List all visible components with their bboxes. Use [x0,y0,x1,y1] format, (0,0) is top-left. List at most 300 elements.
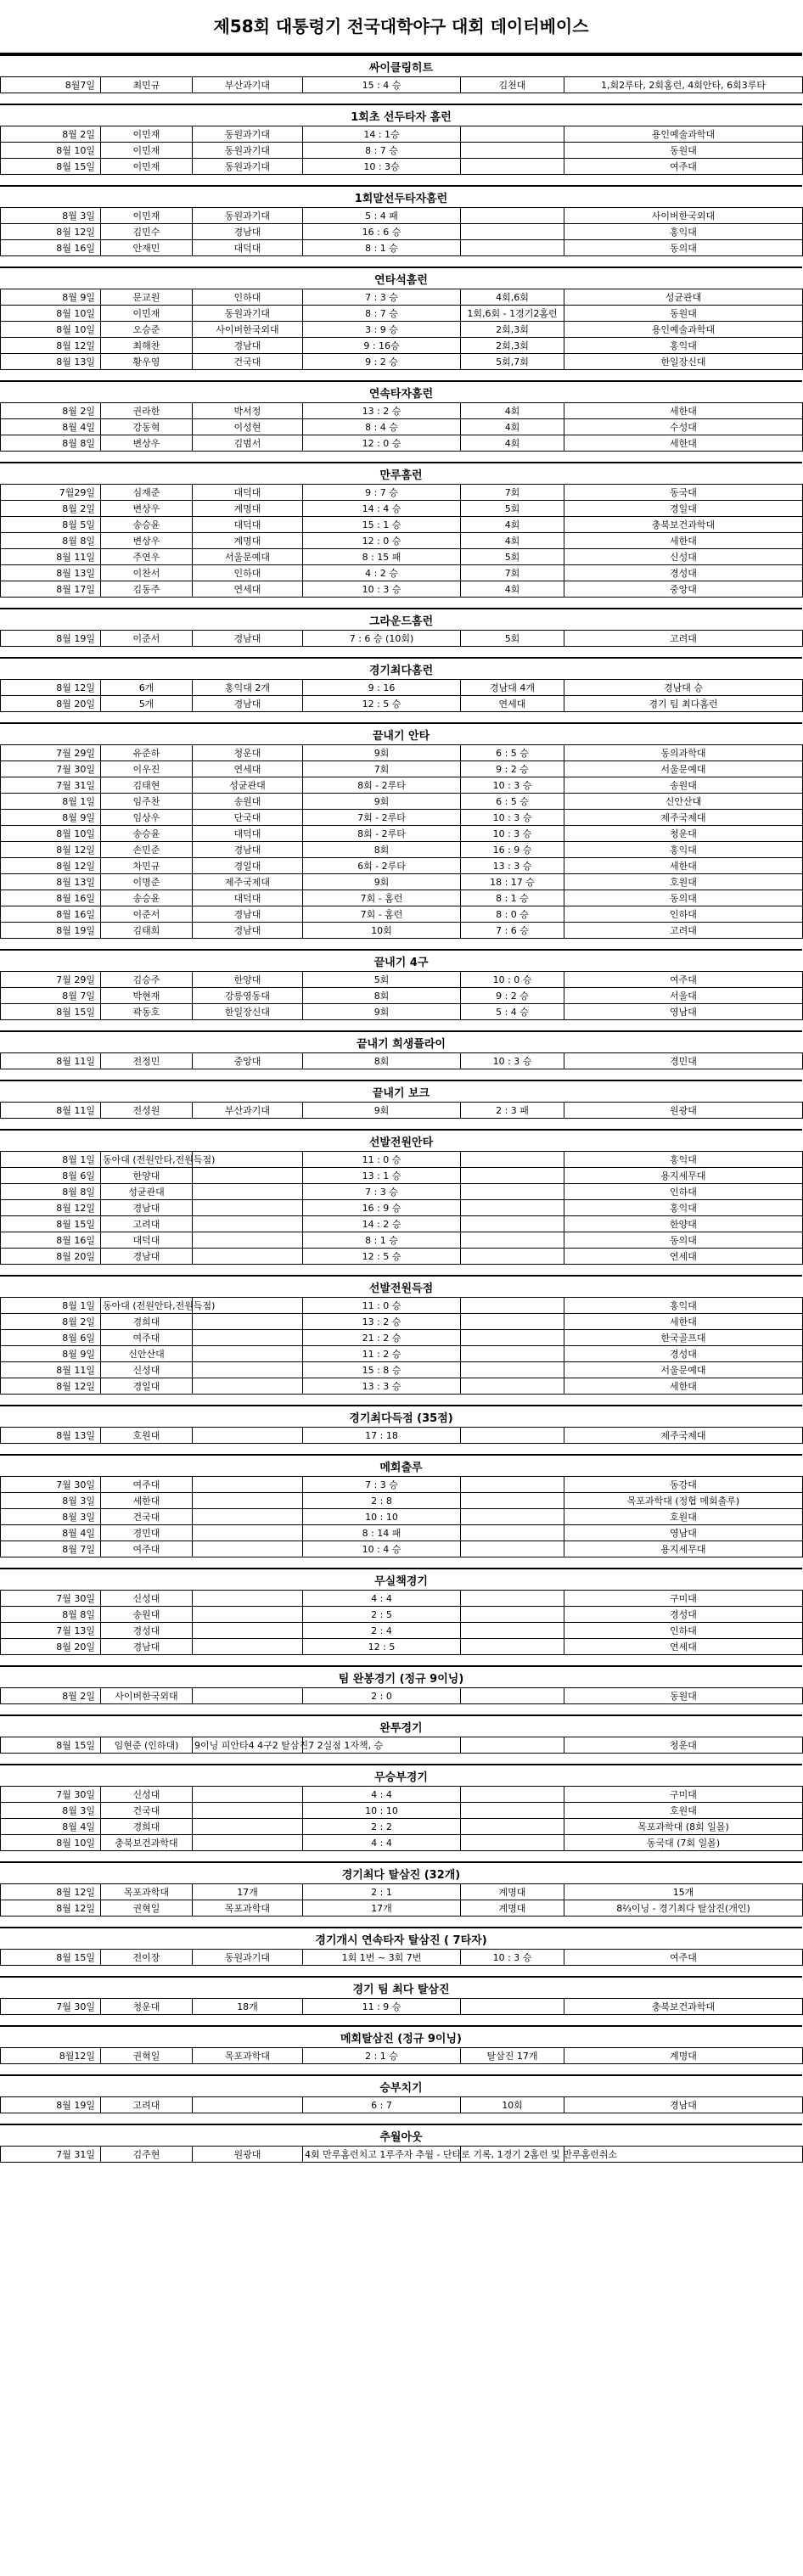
date-cell: 8월 16일 [1,890,101,906]
table-cell: 9 : 2 승 [303,354,461,370]
table-cell [461,1688,564,1704]
table-row [1,224,803,240]
table-cell: 2 : 1 [303,1884,461,1900]
table-cell: 인하대 [564,1184,803,1200]
date-cell: 8월 12일 [1,1884,101,1900]
section-table [0,630,803,647]
section-title: 무승부경기 [0,1764,802,1786]
table-cell: 경남대 [193,631,303,647]
table-row [1,1004,803,1020]
table-row [1,680,803,696]
table-cell [461,1639,564,1655]
sections-container [0,54,802,2173]
date-cell: 8월 11일 [1,1362,101,1378]
section-gap [0,1069,802,1080]
date-cell: 8월 9일 [1,289,101,306]
table-cell: 2 : 2 [303,1819,461,1835]
table-cell: 7회 - 홈런 [303,906,461,923]
table-cell: 6회 - 2루타 [303,858,461,874]
table-row [1,1999,803,2015]
date-cell: 8월 2일 [1,1688,101,1704]
table-cell: 전정민 [101,1053,193,1069]
table-cell: 청운대 [101,1999,193,2015]
date-cell: 8월 11일 [1,549,101,565]
table-cell: 용지세무대 [564,1168,803,1184]
table-row [1,1591,803,1607]
table-cell: 동의대 [564,240,803,256]
table-cell [193,1232,303,1249]
table-cell: 7회 [461,485,564,501]
table-cell: 고려대 [101,2097,193,2113]
table-row [1,1232,803,1249]
record-section [0,104,802,185]
section-gap [0,175,802,185]
record-section [0,1665,802,1715]
table-cell [461,1493,564,1509]
section-gap [0,1119,802,1129]
table-cell: 이준서 [101,906,193,923]
table-cell: 12 : 0 승 [303,435,461,452]
date-cell: 8월 3일 [1,1493,101,1509]
date-cell: 8월 19일 [1,631,101,647]
table-cell: 4 : 4 [303,1787,461,1803]
table-row [1,240,803,256]
section-table [0,1476,803,1557]
table-cell [193,1216,303,1232]
date-cell: 8월 20일 [1,1249,101,1265]
table-cell: 1회,6회 - 1경기2홈런 [461,306,564,322]
section-table [0,1737,803,1754]
section-title: 완투경기 [0,1715,802,1737]
table-row [1,143,803,159]
date-cell: 8월 12일 [1,680,101,696]
table-cell: 홍익대 [564,1298,803,1314]
section-gap [0,2064,802,2074]
table-row [1,322,803,338]
date-cell: 8월 11일 [1,1053,101,1069]
table-cell: 홍익대 [564,1152,803,1168]
table-cell: 박서정 [193,403,303,419]
date-cell: 8월 16일 [1,906,101,923]
table-cell: 12 : 0 승 [303,533,461,549]
page-title: 제58회 대통령기 전국대학야구 대회 데이터베이스 [0,0,802,54]
record-section [0,185,802,267]
date-cell: 7월 29일 [1,972,101,988]
table-cell: 사이버한국외대 [101,1688,193,1704]
table-cell: 경일대 [193,858,303,874]
table-cell: 사이버한국외대 [564,208,803,224]
date-cell: 8월 3일 [1,1803,101,1819]
table-row [1,1428,803,1444]
table-cell: 신성대 [101,1591,193,1607]
table-cell: 8 : 7 승 [303,306,461,322]
table-cell: 5회 [303,972,461,988]
table-cell: 12 : 5 [303,1639,461,1655]
table-cell: 심재준 [101,485,193,501]
table-cell: 4회,6회 [461,289,564,306]
table-cell: 8회 [303,1053,461,1069]
table-cell: 성균관대 [564,289,803,306]
table-row [1,631,803,647]
table-cell: 서울대 [564,988,803,1004]
date-cell: 8월 7일 [1,988,101,1004]
table-row [1,1835,803,1851]
table-cell: 부산과기대 [193,77,303,93]
table-cell: 12 : 5 승 [303,696,461,712]
table-cell: 강동혁 [101,419,193,435]
table-cell: 대덕대 [101,1232,193,1249]
record-section [0,2124,802,2173]
table-cell: 13 : 3 승 [303,1378,461,1395]
record-section [0,462,802,608]
table-cell: 동의과학대 [564,745,803,761]
date-cell: 7월 30일 [1,1999,101,2015]
date-cell: 8월 12일 [1,224,101,240]
table-cell: 세한대 [564,1314,803,1330]
table-cell: 연세대 [193,581,303,598]
table-cell [193,2097,303,2113]
table-cell: 동의대 [564,890,803,906]
table-cell: 용인예술과학대 [564,322,803,338]
table-cell: 김태희 [101,923,193,939]
table-cell: 서울문예대 [564,1362,803,1378]
date-cell: 8월 1일 [1,794,101,810]
date-cell: 8월 13일 [1,1428,101,1444]
table-cell: 연세대 [564,1249,803,1265]
table-cell: 곽동호 [101,1004,193,1020]
table-cell: 경일대 [101,1378,193,1395]
table-cell: 유준하 [101,745,193,761]
table-cell: 대덕대 [193,517,303,533]
table-cell: 영남대 [564,1004,803,1020]
section-title: 끝내기 안타 [0,722,802,744]
section-table [0,1949,803,1966]
table-cell: 변상우 [101,533,193,549]
table-cell: 한일장신대 [564,354,803,370]
section-table [0,1151,803,1265]
section-table [0,484,803,598]
section-table [0,2047,803,2064]
table-cell: 17 : 18 [303,1428,461,1444]
table-cell: 세한대 [564,533,803,549]
table-row [1,1607,803,1623]
date-cell: 8월 12일 [1,1900,101,1917]
date-cell: 8월 3일 [1,208,101,224]
date-cell: 8월 6일 [1,1168,101,1184]
date-cell: 8월 12일 [1,338,101,354]
table-cell: 동원과기대 [193,1950,303,1966]
table-cell: 박현재 [101,988,193,1004]
table-cell: 동원대 [564,1688,803,1704]
table-cell: 16 : 6 승 [303,224,461,240]
table-cell: 5회,7회 [461,354,564,370]
date-cell: 8월 15일 [1,1737,101,1754]
record-section [0,1927,802,1976]
table-cell: 동원대 [564,306,803,322]
table-cell [461,1378,564,1395]
table-cell: 15개 [564,1884,803,1900]
table-cell: 5개 [101,696,193,712]
table-cell: 6 : 5 승 [461,794,564,810]
section-gap [0,452,802,462]
table-cell [193,1346,303,1362]
table-row [1,988,803,1004]
record-section [0,380,802,462]
table-cell: 신성대 [564,549,803,565]
section-gap [0,1265,802,1275]
table-row [1,485,803,501]
table-cell: 여주대 [564,972,803,988]
section-title: 1회초 선두타자 홈런 [0,104,802,126]
table-row [1,1819,803,1835]
table-cell: 계명대 [193,533,303,549]
section-gap [0,256,802,267]
table-cell: 김민수 [101,224,193,240]
table-row [1,126,803,143]
section-table [0,1297,803,1395]
section-gap [0,1966,802,1976]
table-cell [461,1999,564,2015]
table-cell: 변상우 [101,435,193,452]
table-cell: 8 : 7 승 [303,143,461,159]
table-cell: 경희대 [101,1819,193,1835]
table-row [1,2097,803,2113]
date-cell: 8월 5일 [1,517,101,533]
table-cell: 10회 [303,923,461,939]
date-cell: 7월 13일 [1,1623,101,1639]
table-row [1,1314,803,1330]
table-cell: 12 : 5 승 [303,1249,461,1265]
table-row [1,1884,803,1900]
date-cell: 8월 12일 [1,1378,101,1395]
table-cell: 세한대 [564,1378,803,1395]
date-cell: 8월 10일 [1,1835,101,1851]
section-table [0,2096,803,2113]
date-cell: 8월 16일 [1,1232,101,1249]
table-cell: 8 : 1 승 [461,890,564,906]
record-section [0,608,802,657]
record-section [0,1861,802,1927]
table-cell: 구미대 [564,1787,803,1803]
table-cell: 동국대 (7회 일몰) [564,1835,803,1851]
table-cell: 원광대 [193,2147,303,2163]
section-title: 끝내기 희생플라이 [0,1030,802,1052]
table-cell: 경성대 [564,1346,803,1362]
section-gap [0,1557,802,1568]
table-cell: 연세대 [193,761,303,777]
table-row [1,403,803,419]
table-cell: 10 : 10 [303,1803,461,1819]
table-cell: 10 : 0 승 [461,972,564,988]
table-cell: 10 : 3 승 [461,810,564,826]
record-section [0,949,802,1030]
table-row [1,874,803,890]
section-title: 선발전원득점 [0,1275,802,1297]
table-cell [461,1314,564,1330]
table-cell: 한국골프대 [564,1330,803,1346]
table-row [1,533,803,549]
table-cell: 4 : 2 승 [303,565,461,581]
table-cell: 세한대 [564,403,803,419]
table-cell [193,1607,303,1623]
table-cell: 제주국제대 [564,1428,803,1444]
table-cell: 여주대 [101,1541,193,1557]
date-cell: 8월 7일 [1,1541,101,1557]
table-cell: 송승윤 [101,517,193,533]
table-cell: 청운대 [564,826,803,842]
table-cell: 한일장신대 [193,1004,303,1020]
section-title: 경기최다홈런 [0,657,802,679]
date-cell: 8월 1일 [1,1152,101,1168]
table-cell: 서울문예대 [193,549,303,565]
table-cell [193,1184,303,1200]
table-cell: 손민준 [101,842,193,858]
table-row [1,1803,803,1819]
table-cell: 13 : 2 승 [303,403,461,419]
section-table [0,76,803,93]
table-cell [461,1509,564,1525]
table-cell: 최해찬 [101,338,193,354]
table-cell: 송원대 [101,1607,193,1623]
table-cell: 김태현 [101,777,193,794]
table-cell: 4회 [461,403,564,419]
table-cell: 인하대 [564,1623,803,1639]
date-cell: 7월 31일 [1,2147,101,2163]
table-cell: 여주대 [564,1950,803,1966]
table-cell: 8 : 4 승 [303,419,461,435]
table-cell: 용인예술과학대 [564,126,803,143]
table-row [1,1168,803,1184]
date-cell: 8월 4일 [1,419,101,435]
date-cell: 8월 17일 [1,581,101,598]
table-cell: 황우영 [101,354,193,370]
section-gap [0,2015,802,2025]
table-cell: 이준서 [101,631,193,647]
table-cell: 단국대 [193,810,303,826]
table-cell: 중앙대 [564,581,803,598]
section-table [0,126,803,175]
table-cell: 2 : 3 패 [461,1103,564,1119]
table-cell: 동원과기대 [193,306,303,322]
table-cell [193,1787,303,1803]
table-row [1,1900,803,1917]
section-table [0,289,803,370]
table-cell: 한양대 [193,972,303,988]
section-table [0,1687,803,1704]
table-cell: 8 : 1 승 [303,240,461,256]
table-cell: 김범서 [193,435,303,452]
table-cell: 홍익대 2개 [193,680,303,696]
table-cell [461,1216,564,1232]
table-row [1,842,803,858]
date-cell: 7월 31일 [1,777,101,794]
date-cell: 8월 20일 [1,696,101,712]
table-cell [193,1591,303,1607]
record-section [0,657,802,722]
table-cell: 경남대 [101,1639,193,1655]
table-cell [193,1249,303,1265]
table-row [1,1200,803,1216]
table-cell [461,1477,564,1493]
table-cell [461,1787,564,1803]
table-cell: 동원과기대 [193,159,303,175]
table-cell: 2 : 1 승 [303,2048,461,2064]
table-cell: 경성대 [564,565,803,581]
table-cell: 동아대 (전원안타,전원득점) [101,1298,193,1314]
date-cell: 8월 10일 [1,143,101,159]
table-row [1,208,803,224]
table-cell [193,1541,303,1557]
table-row [1,581,803,598]
date-cell: 8월 10일 [1,306,101,322]
section-table [0,1883,803,1917]
table-cell: 경남대 [193,338,303,354]
record-section [0,1080,802,1129]
date-cell: 8월 12일 [1,842,101,858]
table-cell: 계명대 [193,501,303,517]
table-cell: 김주현 [101,2147,193,2163]
table-cell: 호원대 [564,874,803,890]
section-title: 연타석홈런 [0,267,802,289]
table-cell: 세한대 [101,1493,193,1509]
table-cell: 연세대 [461,696,564,712]
section-table [0,402,803,452]
table-cell: 계명대 [461,1900,564,1917]
table-cell [461,1591,564,1607]
table-cell: 호원대 [564,1803,803,1819]
table-cell: 세한대 [564,858,803,874]
table-cell: 경남대 [101,1249,193,1265]
table-cell: 13 : 3 승 [461,858,564,874]
table-cell: 9 : 7 승 [303,485,461,501]
table-cell: 5 : 4 패 [303,208,461,224]
date-cell: 8월 15일 [1,159,101,175]
table-cell: 21 : 2 승 [303,1330,461,1346]
record-section [0,1568,802,1665]
table-cell: 이민재 [101,306,193,322]
table-cell: 10 : 4 승 [303,1541,461,1557]
table-cell: 여주대 [564,159,803,175]
table-cell: 17개 [303,1900,461,1917]
date-cell: 8월 2일 [1,1314,101,1330]
table-cell: 대덕대 [193,890,303,906]
table-cell: 이민재 [101,159,193,175]
date-cell: 8월 8일 [1,533,101,549]
table-cell [461,143,564,159]
table-cell: 계명대 [461,1884,564,1900]
table-cell: 청운대 [564,1737,803,1754]
table-cell: 임주찬 [101,794,193,810]
date-cell: 8월 10일 [1,826,101,842]
section-gap [0,1704,802,1715]
table-row [1,1623,803,1639]
table-cell: 서울문예대 [564,761,803,777]
table-row [1,890,803,906]
table-cell: 2회,3회 [461,322,564,338]
table-cell: 4회 [461,517,564,533]
table-cell: 8회 [303,988,461,1004]
table-cell: 5회 [461,631,564,647]
table-cell: 동아대 (전원안타,전원득점) [101,1152,193,1168]
record-section [0,1454,802,1568]
table-cell: 8 : 0 승 [461,906,564,923]
table-cell: 9회 [303,874,461,890]
table-cell: 대덕대 [193,826,303,842]
table-row [1,549,803,565]
table-cell [461,1541,564,1557]
table-cell [193,1819,303,1835]
section-table [0,2146,803,2163]
